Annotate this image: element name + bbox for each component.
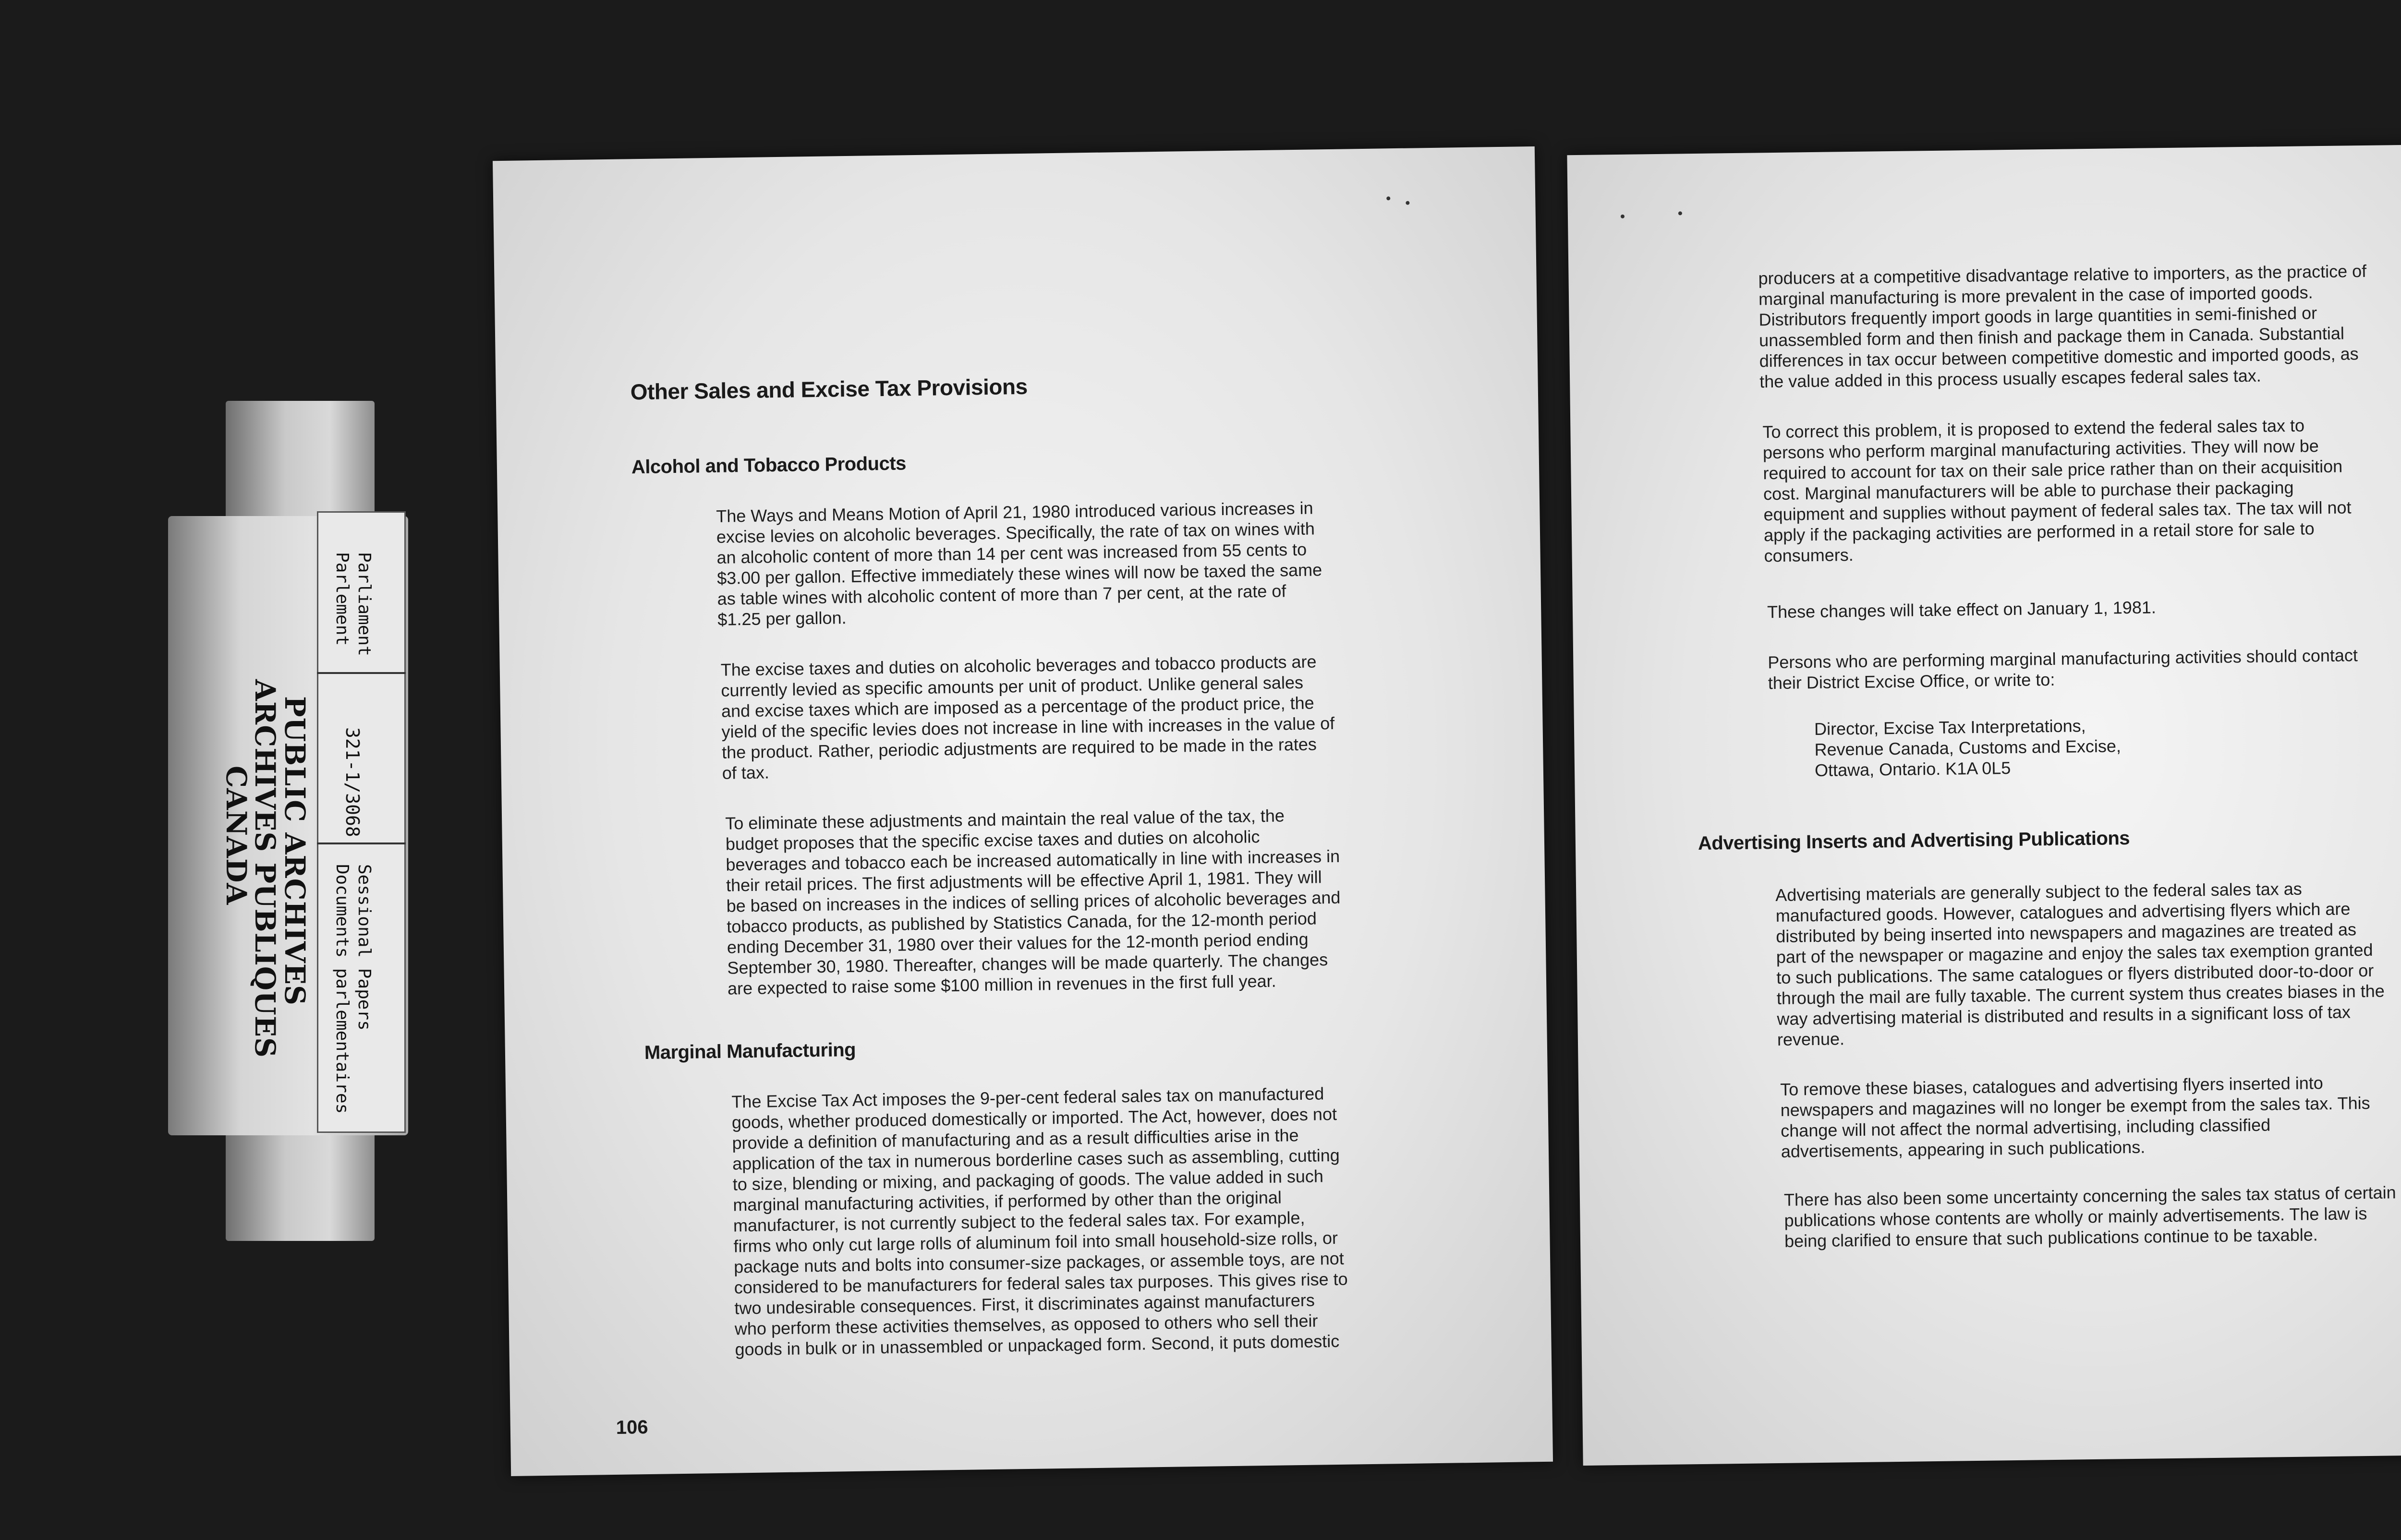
label-sessional-fr: Documents parlementaires [332, 864, 352, 1114]
scan-speck [1386, 196, 1390, 200]
page-106 [493, 146, 1553, 1476]
paragraph-contact: Persons who are performing marginal manufacturing activities should contact their District Excise Office, or write to: [1768, 645, 2358, 693]
scan-speck [1678, 211, 1682, 215]
section-heading-marginal-manufacturing: Marginal Manufacturing [644, 1039, 856, 1064]
mailing-address: Director, Excise Tax Interpretations, Revenue Canada, Customs and Excise, Ottawa, Ontario. K1A 0L5 [1814, 716, 2122, 781]
section-heading-alcohol-tobacco: Alcohol and Tobacco Products [631, 453, 907, 478]
scan-speck [1406, 201, 1409, 205]
label-parliament-en: Parliament [354, 552, 374, 656]
paragraph-competitive-disadvantage: producers at a competitive disadvantage relative to importers, as the practice of marginal manufacturing is more prevalent in the case of imported goods. Distributors frequently import goods in large quantities in semi-finished or unassembled form and then finish and package them in Canada. Substantial differences in tax occur between competitive domestic and imported goods, as the value added in this process usually escapes federal sales tax. [1758, 261, 2367, 392]
paragraph-ways-and-means: The Ways and Means Motion of April 21, 1980 introduced various increases in excise levies on alcoholic beverages. Specifically, the rate of tax on wines with an alcoholic content of more than 14 per cent was increased from 55 cents to $3.00 per gallon. Effective immediately these wines will now be taxed the same as table wines with alcoholic content of more than 7 per cent, at the rate of $1.25 per gallon. [716, 498, 1322, 629]
paragraph-excise-tax-act: The Excise Tax Act imposes the 9-per-cent federal sales tax on manufactured goods, whether produced domestically or imported. The Act, however, does not provide a definition of manufacturing and as a result difficulties arise in the application of the tax in numerous borderline cases such as assembling, cutting to size, blending or mixing, and packaging of goods. The value added in such marginal manufacturing activities, if performed by other than the original manufacturer, is not currently subject to the federal sales tax. For example, firms who only cut large rolls of aluminum foil into small household-size rolls, or package nuts and bolts into consumer-size packages, or assemble toys, are not considered to be manufacturers for federal sales tax purposes. This gives rise to two undesirable consequences. First, it discriminates against manufacturers who perform these activities themselves, as opposed to others who sell their goods in bulk or in unassembled or unpackaged form. Second, it puts domestic [731, 1083, 1348, 1360]
page-number: 106 [616, 1417, 648, 1438]
label-archives-country: CANADA [220, 766, 253, 905]
paragraph-effective-date: These changes will take effect on January 1, 1981. [1767, 597, 2157, 622]
paragraph-automatic-indexing: To eliminate these adjustments and maintain the real value of the tax, the budget proposes that the specific excise taxes and duties on alcoholic beverages and tobacco each be increased automatically in line with increases in their retail prices. The first adjustments will be effective April 1, 1981. They will be based on increases in the indices of selling prices of alcoholic beverages and tobacco products, as published by Statistics Canada, for the 12-month period ending December 31, 1980 over their values for the 12-month period ending September 30, 1980. Thereafter, changes will be made quarterly. The changes are expected to raise some $100 million in revenues in the first full year. [725, 806, 1341, 999]
label-reference: 321-1/3068 [342, 727, 363, 837]
page-107 [1567, 143, 2401, 1466]
label-divider [317, 842, 406, 844]
label-sessional-en: Sessional Papers [354, 864, 374, 1031]
label-archives-en: PUBLIC ARCHIVES [279, 696, 311, 1006]
paragraph-uncertainty: There has also been some uncertainty concerning the sales tax status of certain publications whose contents are wholly or mainly advertisements. The law is being clarified to ensure that such publications continue to be taxable. [1783, 1182, 2396, 1251]
label-archives-fr: ARCHIVES PUBLIQUES [249, 679, 281, 1058]
paragraph-remove-biases: To remove these biases, catalogues and advertising flyers inserted into newspapers and magazines will no longer be exempt from the sales tax. This change will not affect the normal advertising, including classified advertisements, appearing in such publications. [1780, 1073, 2370, 1161]
paragraph-correct-problem: To correct this problem, it is proposed to extend the federal sales tax to persons who perform marginal manufacturing activities. They will now be required to account for tax on their sale price rather than on their acquisition cost. Marginal manufacturers will be able to purchase their packaging equipment and supplies without payment of federal sales tax. The tax will not apply if the packaging activities are performed in a retail store for sale to consumers. [1762, 415, 2352, 566]
label-parliament-fr: Parlement [332, 552, 352, 646]
paragraph-specific-levies: The excise taxes and duties on alcoholic beverages and tobacco products are currently levied as specific amounts per unit of product. Unlike general sales and excise taxes which are imposed as a percentage of the product price, the yield of the specific levies does not increase in line with increases in the value of the product. Rather, periodic adjustments are required to be made in the rates of tax. [720, 651, 1335, 783]
page-title: Other Sales and Excise Tax Provisions [630, 373, 1028, 405]
scan-speck [1621, 215, 1625, 218]
section-heading-advertising: Advertising Inserts and Advertising Publications [1698, 828, 2130, 854]
paragraph-advertising-materials: Advertising materials are generally subject to the federal sales tax as manufactured goods. However, catalogues and advertising flyers which are distributed by being inserted into newspapers and magazines are treated as part of the newspaper or magazine and enjoy the sales tax exemption granted to such publications. The same catalogues or flyers distributed door-to-door or through the mail are fully taxable. The current system thus creates biases in the way advertising material is distributed and results in a significant loss of tax revenue. [1775, 878, 2385, 1050]
label-divider [317, 672, 406, 674]
